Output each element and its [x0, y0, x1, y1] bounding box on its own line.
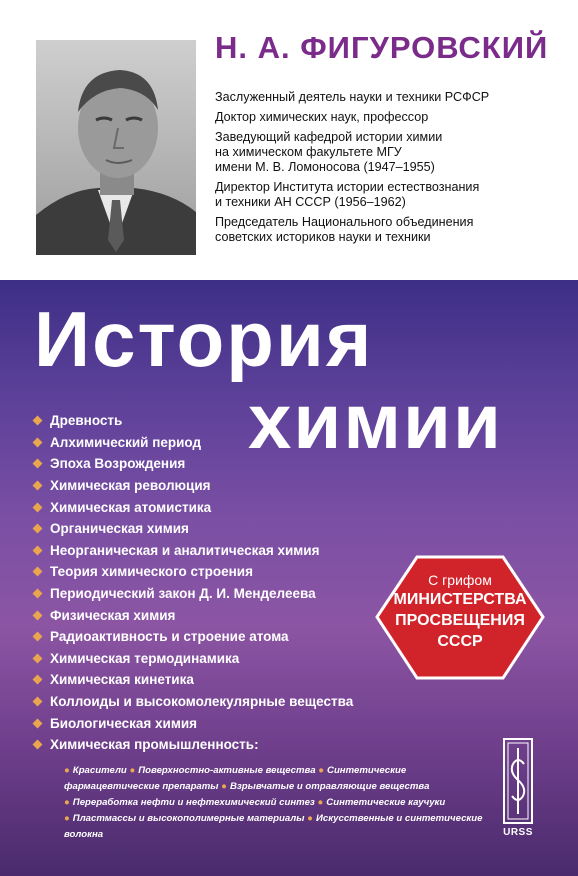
- subtopic-item: Взрывчатые и отравляющие вещества: [229, 781, 430, 792]
- diamond-bullet-icon: [33, 632, 43, 642]
- book-title-line-2: химии: [248, 377, 503, 465]
- topics-list: [34, 410, 353, 756]
- subtopic-item: Поверхностно-активные вещества: [138, 765, 316, 776]
- author-portrait: [36, 40, 196, 255]
- seal-line: ПРОСВЕЩЕНИЯ: [395, 612, 525, 629]
- seal-line: МИНИСТЕРСТВА: [393, 591, 527, 608]
- diamond-bullet-icon: [33, 502, 43, 512]
- author-credentials: [215, 90, 555, 250]
- seal-line: С грифом: [428, 572, 492, 588]
- topic-item: Химическая термодинамика: [34, 648, 353, 670]
- credential-line: Директор Института истории естествознания и техники АН СССР (1956–1962): [215, 180, 480, 209]
- topic-item: Биологическая химия: [34, 712, 353, 734]
- credential-line: Доктор химических наук, профессор: [215, 110, 429, 124]
- dot-bullet-icon: ●: [64, 797, 70, 808]
- topic-item: Химическая революция: [34, 475, 353, 497]
- dot-bullet-icon: ●: [64, 765, 70, 776]
- dot-bullet-icon: ●: [221, 781, 227, 792]
- author-name: Н. А. ФИГУРОВСКИЙ: [215, 30, 549, 65]
- credential-line: Заведующий кафедрой истории химии на химическом факультете МГУ имени М. В. Ломоносова (1947–1955): [215, 130, 443, 174]
- topic-item: Органическая химия: [34, 518, 353, 540]
- diamond-bullet-icon: [33, 740, 43, 750]
- seal-line: СССР: [437, 633, 483, 650]
- credential-line: Заслуженный деятель науки и техники РСФСР: [215, 90, 490, 104]
- subtopic-item: Синтетические фармацевтические препараты: [64, 765, 407, 792]
- diamond-bullet-icon: [33, 545, 43, 555]
- dot-bullet-icon: ●: [307, 813, 313, 824]
- topic-item: Химическая кинетика: [34, 669, 353, 691]
- topic-item: Коллоиды и высокомолекулярные вещества: [34, 691, 353, 713]
- diamond-bullet-icon: [33, 589, 43, 599]
- topic-item: Химическая атомистика: [34, 496, 353, 518]
- subtopic-item: Пластмассы и высокополимерные материалы: [72, 813, 305, 824]
- diamond-bullet-icon: [33, 459, 43, 469]
- diamond-bullet-icon: [33, 675, 43, 685]
- diamond-bullet-icon: [33, 481, 43, 491]
- diamond-bullet-icon: [33, 610, 43, 620]
- subtopic-item: Искусственные и синтетические волокна: [64, 813, 483, 840]
- topic-item: Теория химического строения: [34, 561, 353, 583]
- diamond-bullet-icon: [33, 416, 43, 426]
- topic-item: Радиоактивность и строение атома: [34, 626, 353, 648]
- topic-item: Эпоха Возрождения: [34, 453, 353, 475]
- diamond-bullet-icon: [33, 653, 43, 663]
- topic-item: Физическая химия: [34, 604, 353, 626]
- credential-line: Председатель Национального объединения советских историков науки и техники: [215, 215, 474, 244]
- dot-bullet-icon: ●: [318, 765, 325, 776]
- subtopic-item: Красители: [72, 765, 127, 776]
- topic-item: Алхимический период: [34, 432, 353, 454]
- dot-bullet-icon: ●: [317, 797, 324, 808]
- subtopic-item: Синтетические каучуки: [326, 797, 446, 808]
- diamond-bullet-icon: [33, 524, 43, 534]
- diamond-bullet-icon: [33, 567, 43, 577]
- subtopic-item: Переработка нефти и нефтехимический синтез: [72, 797, 315, 808]
- dot-bullet-icon: ●: [129, 765, 136, 776]
- dot-bullet-icon: ●: [64, 813, 70, 824]
- topic-item: Древность: [34, 410, 353, 432]
- diamond-bullet-icon: [33, 697, 43, 707]
- publisher-name: URSS: [503, 827, 533, 838]
- book-title-line-1: История: [34, 295, 374, 383]
- publisher-logo-icon: [503, 738, 533, 824]
- topic-item: Периодический закон Д. И. Менделеева: [34, 583, 353, 605]
- diamond-bullet-icon: [33, 437, 43, 447]
- approval-seal-text: [375, 571, 545, 652]
- topic-item: Химическая промышленность:: [34, 734, 353, 756]
- topic-item: Неорганическая и аналитическая химия: [34, 540, 353, 562]
- industry-subtopics: [64, 763, 504, 843]
- diamond-bullet-icon: [33, 718, 43, 728]
